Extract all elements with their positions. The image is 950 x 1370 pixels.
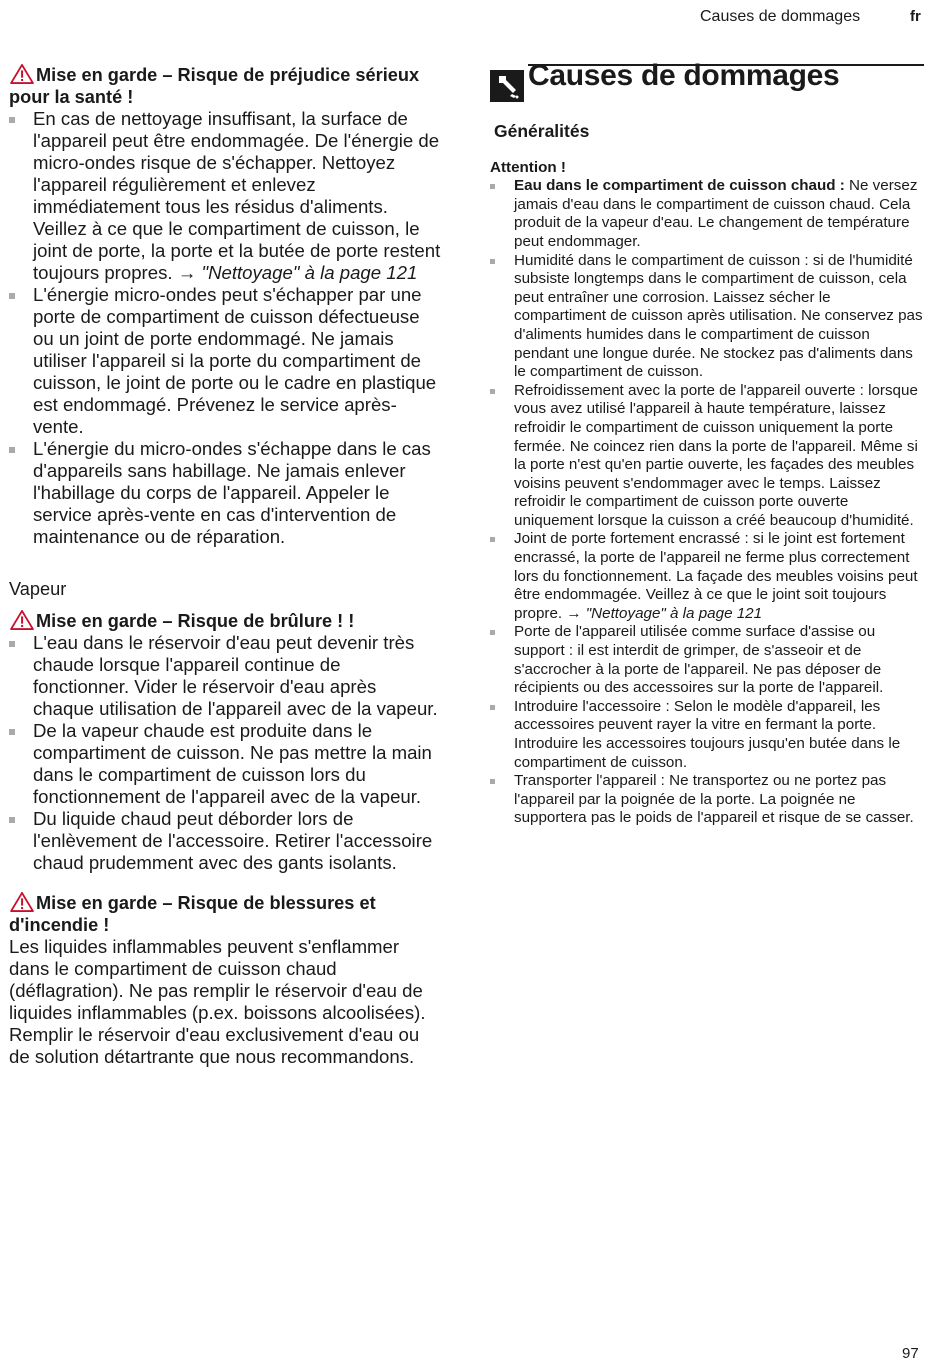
attention-label: Attention !: [490, 158, 566, 176]
list-item-text: Ne versez jamais d'eau dans le compartiment de cuisson chaud. Cela produit de la vapeur d'eau. Le changement de température peut endommager.: [514, 177, 918, 250]
warning-triangle-icon: [9, 892, 35, 912]
page-number: 97: [902, 1345, 919, 1362]
bullet-icon: [490, 537, 495, 542]
list-item-text: En cas de nettoyage insuffisant, la surface de l'appareil peut être endommagée. De l'énergie de micro-ondes risque de s'échapper. Nettoyez l'appareil régulièrement et enlevez immédiatement tous les résidus d'aliments. Veillez à ce que le compartiment de cuisson, le joint de porte, la porte et la butée de porte restent toujours propres.: [33, 108, 441, 283]
damage-hammer-icon: [490, 70, 524, 102]
list-item-text: De la vapeur chaude est produite dans le compartiment de cuisson. Ne pas mettre la main dans le compartiment de cuisson lors du fonctionnement de l'appareil avec de la vapeur.: [33, 720, 432, 807]
bullet-icon: [490, 630, 495, 635]
warning-triangle-icon: [9, 64, 35, 84]
list-item-text: Du liquide chaud peut déborder lors de l'enlèvement de l'accessoire. Retirer l'accessoire chaud prudemment avec des gants isolants.: [33, 808, 433, 873]
list-item: [490, 698, 924, 772]
warning-burn-list: [9, 632, 441, 874]
bullet-icon: [490, 779, 495, 784]
page-header: [0, 8, 950, 30]
bullet-icon: [9, 817, 15, 823]
list-item: [9, 720, 441, 808]
warning-burn-title: [9, 610, 441, 632]
list-item: [9, 808, 441, 874]
left-column: [9, 64, 441, 1068]
list-item-text: L'énergie micro-ondes peut s'échapper par une porte de compartiment de cuisson défectueuse ou un joint de porte endommagé. Ne jamais utiliser l'appareil si la porte du compartiment de cuisson, le joint de porte ou le cadre en plastique est endommagé. Prévenez le service après-vente.: [33, 284, 437, 437]
bullet-icon: [9, 117, 15, 123]
list-item: [490, 177, 924, 251]
bullet-icon: [490, 705, 495, 710]
warning-health-list: [9, 108, 441, 548]
bullet-icon: [490, 389, 495, 394]
right-column: [490, 59, 924, 828]
list-item-text: Transporter l'appareil : Ne transportez ou ne portez pas l'appareil par la poignée de la porte. La poignée ne supportera pas le poids de l'appareil et risque de se casser.: [514, 772, 914, 827]
list-item-text: L'eau dans le réservoir d'eau peut devenir très chaude lorsque l'appareil continue de fonctionner. Vider le réservoir d'eau après chaque utilisation de l'appareil avec de la vapeur.: [33, 632, 438, 719]
bullet-icon: [9, 293, 15, 299]
header-language: fr: [910, 8, 921, 25]
list-item-text: Refroidissement avec la porte de l'appareil ouverte : lorsque vous avez utilisé l'appareil à haute température, laissez refroidir le compartiment de cuisson uniquement la porte fermée. Ne coincez rien dans la porte de l'appareil. Même si la porte n'est qu'en partie ouverte, les façades des meubles voisins peuvent s'endommager avec le temps. Laissez refroidir le compartiment de cuisson porte ouverte uniquement lorsque la cuisson a créé beaucoup d'humidité.: [514, 381, 918, 529]
warning-burn-title-text: Mise en garde – Risque de brûlure ! !: [36, 611, 355, 631]
subsection-heading: Généralités: [494, 121, 590, 141]
damage-causes-list: [490, 177, 924, 828]
warning-fire-text: Les liquides inflammables peuvent s'enflammer dans le compartiment de cuisson chaud (déflagration). Ne pas remplir le réservoir d'eau de liquides inflammables (p.ex. boissons alcoolisées). Remplir le réservoir d'eau exclusivement d'eau ou de solution détartrante que nous recommandons.: [9, 936, 426, 1067]
section-title: Causes de dommages: [528, 59, 840, 92]
list-item: [490, 382, 924, 531]
list-item-text: Porte de l'appareil utilisée comme surface d'assise ou support : il est interdit de grimper, de s'asseoir et de s'accrocher à la porte de l'appareil. Ne pas déposer de récipients ou des accessoires sur la porte de l'appareil.: [514, 623, 884, 697]
bullet-icon: [9, 447, 15, 453]
warning-triangle-icon: [9, 610, 35, 630]
list-item: [490, 623, 924, 697]
list-item-text: Humidité dans le compartiment de cuisson : si de l'humidité subsiste longtemps dans le compartiment de cuisson, cela peut entraîner une corrosion. Laissez sécher le compartiment de cuisson après utilisation. Ne conservez pas d'aliments humides dans le compartiment de cuisson pendant une longue durée. Ne stockez pas d'aliments dans le compartiment de cuisson.: [514, 251, 923, 381]
cross-reference-link[interactable]: "Nettoyage" à la page 121: [201, 262, 418, 283]
list-item: [490, 530, 924, 623]
bullet-icon: [9, 729, 15, 735]
list-item: [490, 252, 924, 382]
list-item: [9, 632, 441, 720]
list-item-text: L'énergie du micro-ondes s'échappe dans le cas d'appareils sans habillage. Ne jamais enlever l'habillage du corps de l'appareil. Appeler le service après-vente en cas d'intervention de maintenance ou de réparation.: [33, 438, 431, 547]
list-item-bold: Eau dans le compartiment de cuisson chaud :: [514, 177, 845, 195]
bullet-icon: [490, 184, 495, 189]
bullet-icon: [9, 641, 15, 647]
section-title-block: [490, 59, 924, 104]
vapeur-heading: Vapeur: [9, 579, 67, 599]
header-section-name: Causes de dommages: [700, 8, 861, 25]
arrow-icon: →: [177, 262, 197, 283]
list-item: [9, 284, 441, 438]
warning-fire-title-text: Mise en garde – Risque de blessures et d'incendie !: [9, 893, 376, 935]
warning-health-title-text: Mise en garde – Risque de préjudice sérieux pour la santé !: [9, 65, 420, 107]
warning-fire-title: [9, 892, 441, 936]
warning-health-title: [9, 64, 441, 108]
arrow-icon: →: [566, 604, 582, 622]
list-item: [490, 772, 924, 828]
cross-reference-link[interactable]: "Nettoyage" à la page 121: [585, 604, 763, 622]
list-item-text: Introduire l'accessoire : Selon le modèle d'appareil, les accessoires peuvent rayer la vitre en fermant la porte. Introduire les accessoires toujours jusqu'en butée dans le compartiment de cuisson.: [514, 697, 901, 771]
bullet-icon: [490, 259, 495, 264]
list-item: [9, 108, 441, 284]
list-item-text: Joint de porte fortement encrassé : si le joint est fortement encrassé, la porte de l'appareil ne ferme plus correctement lors du fonctionnement. La façade des meubles voisins peut être endommagée. Veillez à ce que le joint soit toujours propre.: [514, 530, 918, 622]
list-item: [9, 438, 441, 548]
